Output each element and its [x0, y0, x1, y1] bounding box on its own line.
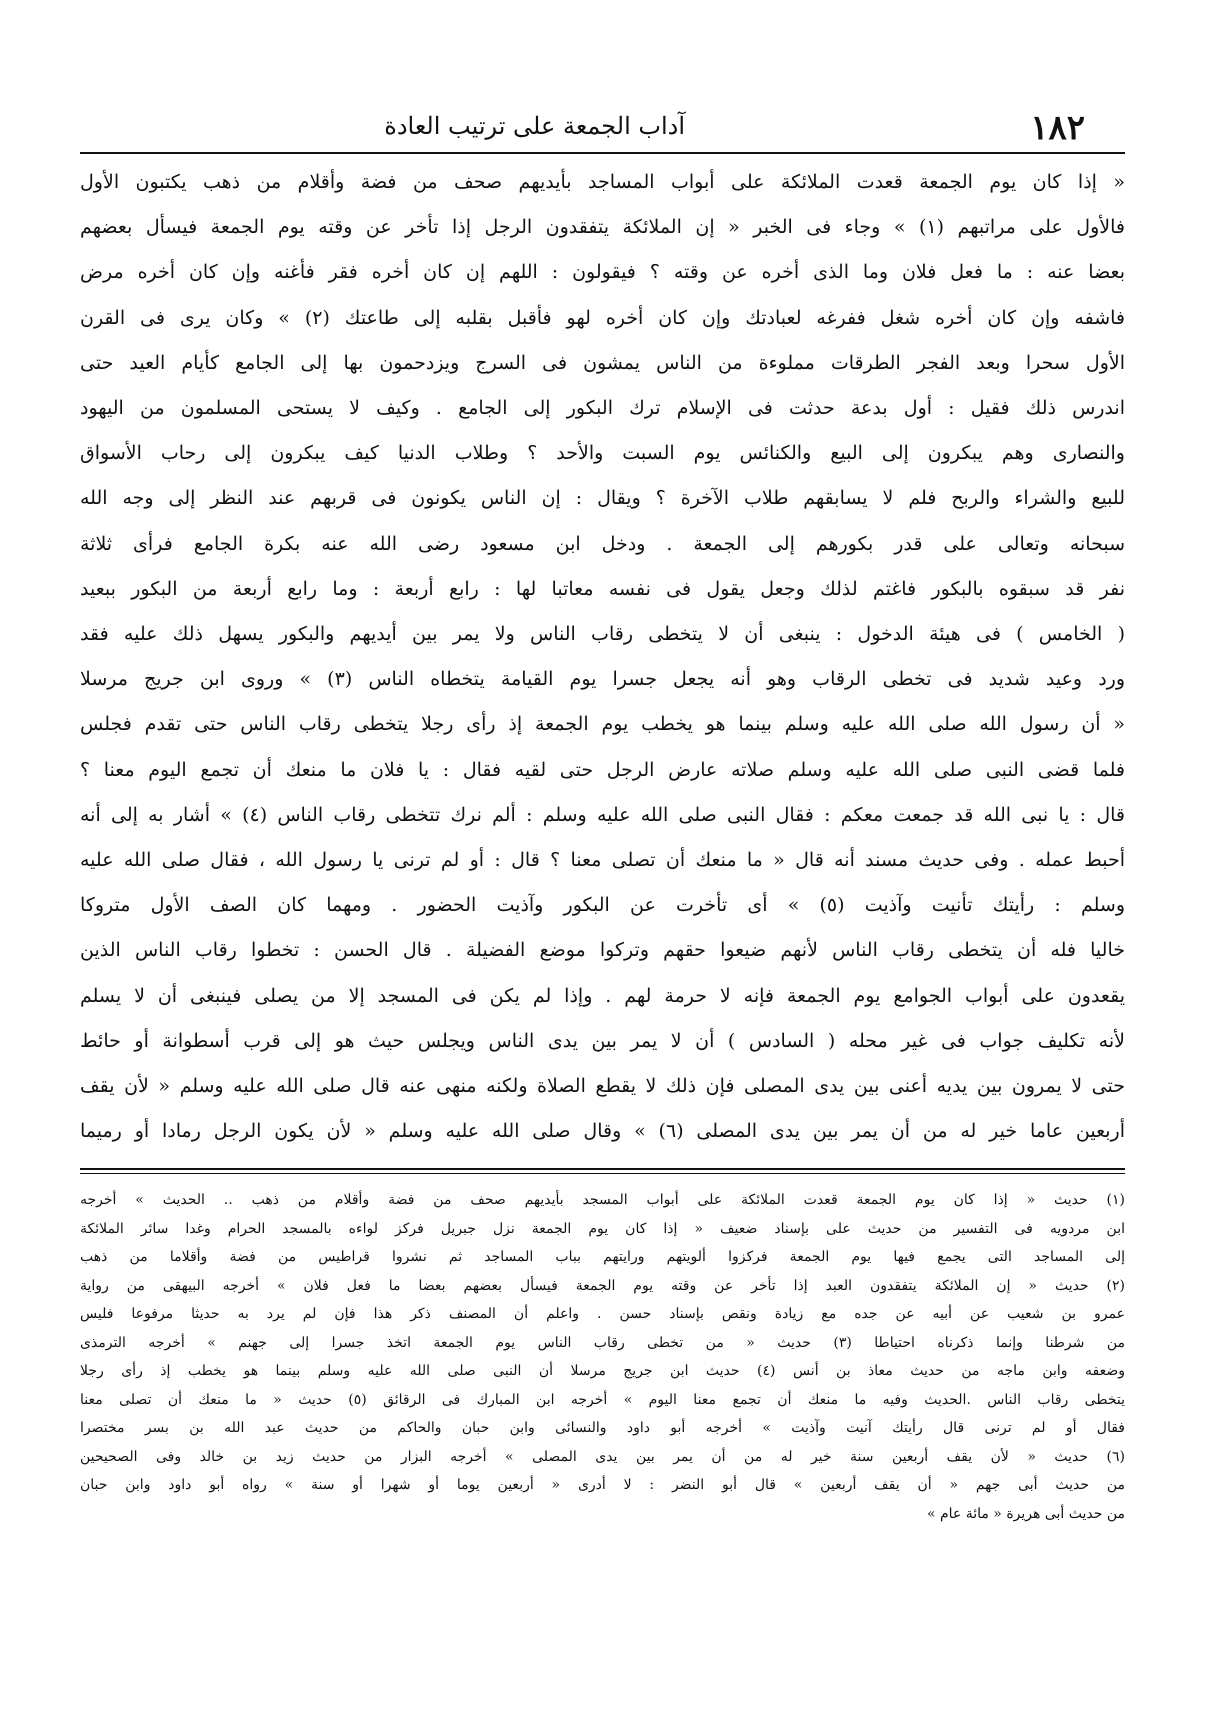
- text-line: نفر قد سبقوه بالبكور فاغتم لذلك وجعل يقول فى نفسه معاتبا لها : رابع أربعة : وما رابع أربعة من البكور ببعيد: [80, 577, 1125, 600]
- footnote-divider: [80, 1168, 1125, 1174]
- footnote-line: إلى المساجد التى يجمع فيها يوم الجمعة فركزوا ألويتهم ورايتهم بباب المساجد ثم نشروا قراطيس من فضة وأقلاما من ذهب: [80, 1249, 1125, 1266]
- text-line: فلما قضى النبى صلى الله عليه وسلم صلاته عارض الرجل حتى لقيه فقال : يا فلان ما منعك أن تجمع اليوم معنا ؟: [80, 758, 1125, 781]
- text-line: أحبط عمله . وفى حديث مسند أنه قال « ما منعك أن تصلى معنا ؟ قال : أو لم ترنى يا رسول الله ، فقال صلى الله عليه: [80, 849, 1125, 872]
- text-line: للبيع والشراء والربح فلم لا يسابقهم طلاب الآخرة ؟ ويقال : إن الناس يكونون فى قربهم عند النظر إلى وجه الله: [80, 487, 1125, 510]
- footnote-line: يتخطى رقاب الناس .الحديث وفيه ما منعك أن تجمع معنا اليوم » أخرجه ابن المبارك فى الرقائق (٥) حديث « ما منعك أن تصلى معنا: [80, 1391, 1125, 1408]
- page-number: ١٨٢: [1030, 108, 1085, 148]
- text-line: لأنه تكليف جواب فى غير محله ( السادس ) أن لا يمر بين يدى الناس ويجلس حيث هو إلى قرب أسطوانة أو حائط: [80, 1029, 1125, 1052]
- text-line: فالأول على مراتبهم (١) » وجاء فى الخبر « إن الملائكة يتفقدون الرجل إذا تأخر عن وقته يوم الجمعة فيسأل بعضهم: [80, 216, 1125, 239]
- text-line: وسلم : رأيتك تأنيت وآذيت (٥) » أى تأخرت عن البكور وآذيت الحضور . ومهما كان الصف الأول متروكا: [80, 894, 1125, 917]
- footnotes: [80, 1186, 1125, 1528]
- text-line: سبحانه وتعالى على قدر بكورهم إلى الجمعة . ودخل ابن مسعود رضى الله عنه بكرة الجامع فرأى ثلاثة: [80, 532, 1125, 555]
- footnote-line: (١) حديث « إذا كان يوم الجمعة قعدت الملائكة على أبواب المسجد بأيديهم صحف من فضة وأقلام من ذهب .. الحديث » أخرجه: [80, 1192, 1125, 1209]
- text-line: الأول سحرا وبعد الفجر الطرقات مملوءة من الناس يمشون فى السرج ويزدحمون بها إلى الجامع كأيام العيد حتى: [80, 351, 1125, 374]
- footnote-line: عمرو بن شعيب عن أبيه عن جده مع زيادة ونقص بإسناد حسن . واعلم أن المصنف ذكر هذا فإن لم يرد به حديثا مرفوعا فليس: [80, 1306, 1125, 1323]
- footnote-line: (٢) حديث « إن الملائكة يتفقدون العبد إذا تأخر عن وقته يوم الجمعة فيسأل بعضهم بعضا ما فعل فلان » أخرجه البيهقى من رواية: [80, 1277, 1125, 1294]
- page-header: [80, 100, 1125, 154]
- footnote-line: (٦) حديث « لأن يقف أربعين سنة خير له من أن يمر بين يدى المصلى » أخرجه البزار من حديث زيد بن خالد وفى الصحيحين: [80, 1448, 1125, 1465]
- text-line: قال : يا نبى الله قد جمعت معكم : فقال النبى صلى الله عليه وسلم : ألم نرك تتخطى رقاب الناس (٤) » أشار به إلى أنه: [80, 803, 1125, 826]
- text-line: اندرس ذلك فقيل : أول بدعة حدثت فى الإسلام ترك البكور إلى الجامع . وكيف لا يستحى المسلمون من اليهود: [80, 397, 1125, 420]
- footnote-line: ابن مردويه فى التفسير من حديث على بإسناد ضعيف « إذا كان يوم الجمعة نزل جبريل فركز لواءه بالمسجد الحرام وغدا سائر الملائكة: [80, 1220, 1125, 1237]
- footnote-line: من حديث أبى هريرة « مائة عام »: [926, 1505, 1125, 1522]
- text-line: أربعين عاما خير له من أن يمر بين يدى المصلى (٦) » وقال صلى الله عليه وسلم « لأن يكون الرجل رمادا أو رميما: [80, 1120, 1125, 1143]
- running-title: آداب الجمعة على ترتيب العادة: [384, 112, 685, 140]
- main-text: [80, 160, 1125, 1154]
- footnote-line: وضعفه وابن ماجه من حديث معاذ بن أنس (٤) حديث ابن جريج مرسلا أن النبى صلى الله عليه وسلم بينما هو يخطب إذ رأى رجلا: [80, 1363, 1125, 1380]
- text-line: فاشفه وإن كان أخره شغل ففرغه لعبادتك وإن كان أخره لهو فأقبل بقلبه إلى طاعتك (٢) » وكان يرى فى القرن: [80, 306, 1125, 329]
- text-line: « أن رسول الله صلى الله عليه وسلم بينما هو يخطب يوم الجمعة إذ رأى رجلا يتخطى رقاب الناس حتى تقدم فجلس: [80, 713, 1125, 736]
- text-line: « إذا كان يوم الجمعة قعدت الملائكة على أبواب المساجد بأيديهم صحف من فضة وأقلام من ذهب يكتبون الأول: [80, 171, 1125, 193]
- footnote-line: من حديث أبى جهم « أن يقف أربعين » قال أبو النضر : لا أدرى « أربعين يوما أو شهرا أو سنة » رواه أبو داود وابن حبان: [80, 1477, 1125, 1494]
- text-line: ورد وعيد شديد فى تخطى الرقاب وهو أنه يجعل جسرا يوم القيامة يتخطاه الناس (٣) » وروى ابن جريج مرسلا: [80, 668, 1125, 691]
- text-line: حتى لا يمرون بين يديه أعنى بين يدى المصلى فإن ذلك لا يقطع الصلاة ولكنه منهى عنه قال صلى الله عليه وسلم « لأن يقف: [80, 1075, 1125, 1098]
- text-line: يقعدون على أبواب الجوامع يوم الجمعة فإنه لا حرمة لهم . وإذا لم يكن فى المسجد إلا من يصلى فينبغى أن لا يسلم: [80, 984, 1125, 1007]
- text-line: بعضا عنه : ما فعل فلان وما الذى أخره عن وقته ؟ فيقولون : اللهم إن كان أخره فقر فأغنه وإن كان أخره مرض: [80, 261, 1125, 284]
- text-line: والنصارى وهم يبكرون إلى البيع والكنائس يوم السبت والأحد ؟ وطلاب الدنيا كيف يبكرون إلى رحاب الأسواق: [80, 442, 1125, 465]
- text-line: ( الخامس ) فى هيئة الدخول : ينبغى أن لا يتخطى رقاب الناس ولا يمر بين أيديهم والبكور يسهل ذلك عليه فقد: [80, 623, 1125, 646]
- text-line: خاليا فله أن يتخطى رقاب الناس لأنهم ضيعوا حقهم وتركوا موضع الفضيلة . قال الحسن : تخطوا رقاب الناس الذين: [80, 939, 1125, 962]
- footnote-line: من شرطنا وإنما ذكرناه احتياطا (٣) حديث « من تخطى رقاب الناس يوم الجمعة اتخذ جسرا إلى جهنم » أخرجه الترمذى: [80, 1334, 1125, 1351]
- footnote-line: فقال أو لم ترنى قال رأيتك آنيت وآذيت » أخرجه أبو داود والنسائى وابن حبان والحاكم من حديث عبد الله بن بسر مختصرا: [80, 1420, 1125, 1437]
